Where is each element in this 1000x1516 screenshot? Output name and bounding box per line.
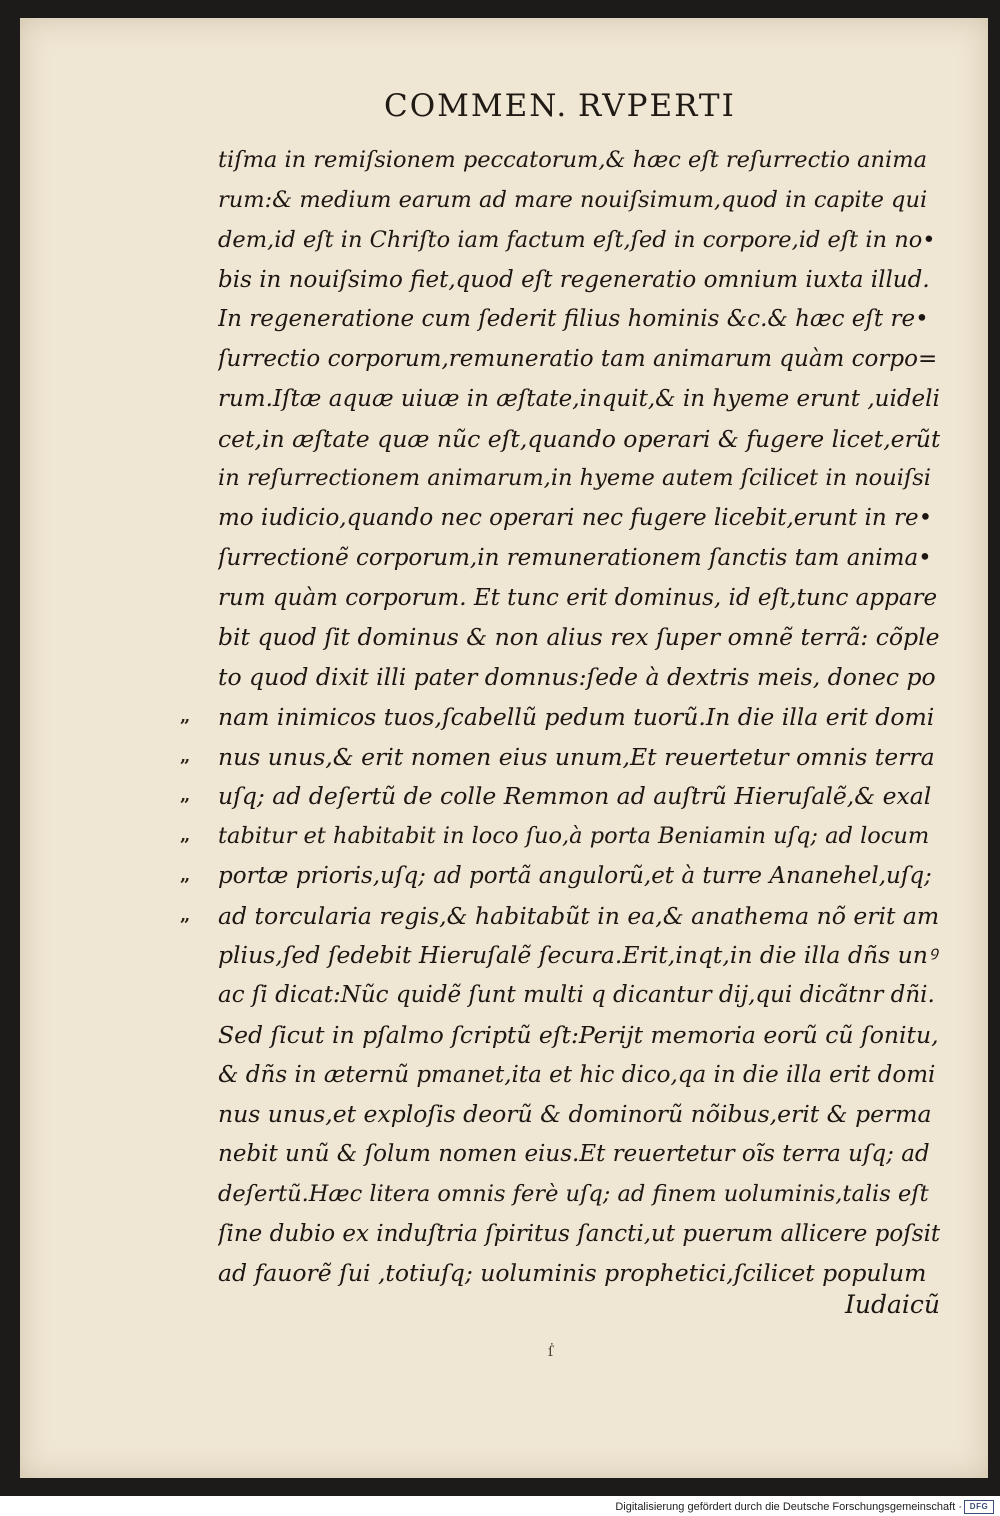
text-line: bit quod ſit dominus & non alius rex ſuper omnẽ terrã: cõple — [218, 623, 940, 651]
text-line: nus unus,& erit nomen eius unum,Et reuertetur omnis terra — [218, 743, 935, 771]
text-line: tiſma in remiſsionem peccatorum,& hæc eſt reſurrectio anima — [218, 147, 927, 173]
text-line: ſurrectio corporum,remuneratio tam animarum quàm corpo= — [218, 346, 938, 372]
text-line: plius,ſed ſedebit Hieruſalẽ ſecura.Erit,inqt,in die illa dñs unꝰ — [218, 941, 937, 969]
text-line: ad fauorẽ ſui ,totiuſq; uoluminis prophetici,ſcilicet populum — [218, 1259, 927, 1287]
text-line: bis in nouiſsimo fiet,quod eſt regeneratio omnium iuxta illud. — [218, 267, 930, 293]
text-line: ad torcularia regis,& habitabũt in ea,& anathema nõ erit am — [218, 902, 940, 930]
text-line: to quod dixit illi pater domnus:ſede à dextris meis, donec po — [218, 663, 936, 691]
text-line: rum.Iſtæ aquæ uiuæ in æſtate,inquit,& in hyeme erunt ,uideli — [218, 386, 940, 412]
text-line: mo iudicio,quando nec operari nec fugere licebit,erunt in re• — [218, 505, 933, 531]
text-line: in reſurrectionem animarum,in hyeme autem ſcilicet in nouiſsi — [218, 465, 931, 491]
marginal-quote-mark: „ — [180, 865, 191, 886]
text-line: uſq; ad deſertũ de colle Remmon ad auſtrũ Hieruſalẽ,& exal — [218, 782, 932, 810]
running-head-right: RVPERTI — [578, 88, 736, 124]
text-line: tabitur et habitabit in loco ſuo,à porta Beniamin uſq; ad locum — [218, 823, 930, 849]
text-line: dem,id eſt in Chriſto iam factum eſt,ſed in corpore,id eſt in no• — [218, 227, 936, 253]
marginal-quote-mark: „ — [180, 825, 191, 846]
text-line: nam inimicos tuos,ſcabellũ pedum tuorũ.In die illa erit domi — [218, 703, 935, 731]
text-line: rum quàm corporum. Et tunc erit dominus, id eſt,tunc appare — [218, 585, 938, 611]
text-line: rum:& medium earum ad mare nouiſsimum,quod in capite qui — [218, 187, 928, 213]
text-line: In regeneratione cum ſederit filius hominis &c.& hæc eſt re• — [218, 306, 929, 332]
text-line: nebit unũ & ſolum nomen eius.Et reuertetur oĩs terra uſq; ad — [218, 1141, 930, 1167]
text-line: ſine dubio ex induſtria ſpiritus ſancti,ut puerum allicere poſsit — [218, 1221, 940, 1247]
running-head-left: COMMEN. — [384, 88, 569, 124]
catchword: Iudaicũ — [845, 1290, 940, 1319]
dfg-logo: DFG — [964, 1500, 994, 1514]
text-line: cet,in æſtate quæ nũc eſt,quando operari & fugere licet,erũt — [218, 425, 940, 453]
text-line: Sed ſicut in pſalmo ſcriptũ eſt:Perijt memoria eorũ cũ ſonitu, — [218, 1021, 939, 1049]
marginal-quote-mark: „ — [180, 706, 191, 727]
marginal-quote-mark: „ — [180, 905, 191, 926]
text-line: deſertũ.Hæc litera omnis ferè uſq; ad finem uoluminis,talis eſt — [218, 1181, 929, 1207]
text-line: ac ſi dicat:Nũc quidẽ ſunt multi q dicantur dij,qui dicãtnr dñi. — [218, 982, 935, 1008]
text-line: & dñs in æternũ pmanet,ita et hic dico,qa in die illa erit domi — [218, 1062, 936, 1088]
text-line: portæ prioris,uſq; ad portã angulorũ,et à turre Ananehel,uſq; — [218, 863, 932, 889]
marginal-quote-mark: „ — [180, 785, 191, 806]
text-line: ſurrectionẽ corporum,in remunerationem ſanctis tam anima• — [218, 545, 932, 571]
funding-credit: Digitalisierung gefördert durch die Deutsche Forschungsgemeinschaft · — [615, 1501, 962, 1513]
text-line: nus unus,et exploſis deorũ & dominorũ nõibus,erit & perma — [218, 1100, 932, 1128]
marginal-quote-mark: „ — [180, 746, 191, 767]
signature-mark: ẛ — [548, 1344, 554, 1360]
